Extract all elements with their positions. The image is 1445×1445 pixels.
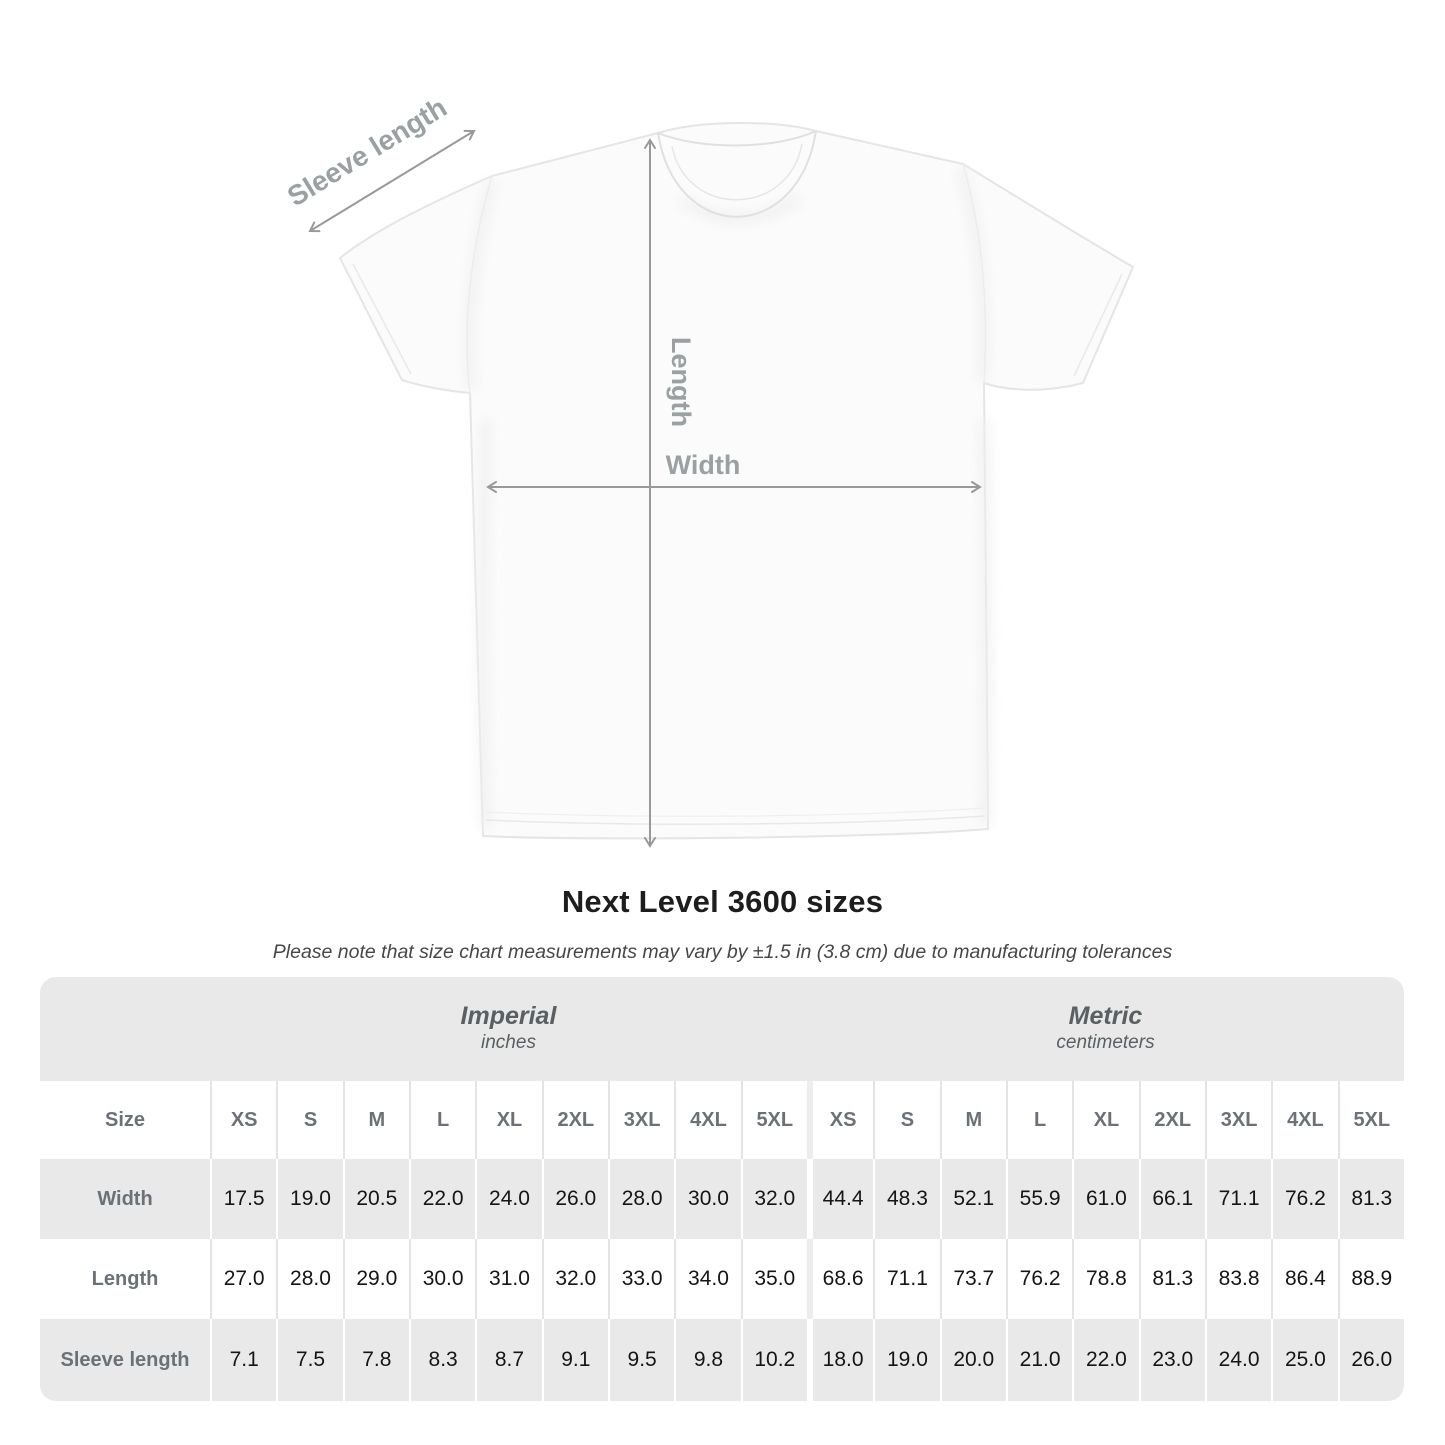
length-label: Length (666, 337, 696, 427)
col-imperial-m: M (343, 1081, 409, 1159)
col-metric-xl: XL (1072, 1081, 1138, 1159)
size-table-wrapper (40, 977, 1404, 1401)
metric-unit: centimeters (1056, 1032, 1155, 1054)
col-imperial-3xl: 3XL (608, 1081, 674, 1159)
col-metric-xs: XS (807, 1081, 873, 1159)
size-header: Size (40, 1081, 210, 1159)
imperial-group-header (210, 977, 807, 1081)
sleeve-length-row: Sleeve length 7.1 7.5 7.8 8.3 8.7 9.1 9.5 9.8 10.2 18.0 19.0 20.0 21.0 22.0 23.0 24.0 25.0 26.0 (40, 1319, 1404, 1401)
col-imperial-xs: XS (210, 1081, 276, 1159)
size-header-row (40, 1081, 1404, 1159)
col-imperial-5xl: 5XL (741, 1081, 807, 1159)
imperial-label: Imperial (460, 1002, 557, 1031)
width-row-label: Width (40, 1159, 210, 1239)
col-metric-2xl: 2XL (1139, 1081, 1205, 1159)
band-spacer (40, 977, 210, 1081)
col-metric-m: M (940, 1081, 1006, 1159)
width-row: Width 17.5 19.0 20.5 22.0 24.0 26.0 28.0 30.0 32.0 44.4 48.3 52.1 55.9 61.0 66.1 71.1 76.2 81.3 (40, 1159, 1404, 1239)
length-row-label: Length (40, 1239, 210, 1319)
col-imperial-2xl: 2XL (542, 1081, 608, 1159)
metric-group-header (807, 977, 1404, 1081)
imperial-unit: inches (481, 1032, 536, 1054)
col-metric-5xl: 5XL (1338, 1081, 1404, 1159)
col-imperial-xl: XL (475, 1081, 541, 1159)
unit-group-row (40, 977, 1404, 1081)
size-table (40, 977, 1404, 1401)
sleeve-length-label: Sleeve length (281, 91, 453, 213)
col-metric-3xl: 3XL (1205, 1081, 1271, 1159)
col-imperial-l: L (409, 1081, 475, 1159)
col-metric-l: L (1006, 1081, 1072, 1159)
tolerance-note: Please note that size chart measurements may vary by ±1.5 in (3.8 cm) due to manufacturing tolerances (272, 941, 1173, 963)
metric-label: Metric (1068, 1002, 1143, 1031)
width-label: Width (665, 450, 741, 480)
col-imperial-4xl: 4XL (674, 1081, 740, 1159)
length-row: Length 27.0 28.0 29.0 30.0 31.0 32.0 33.0 34.0 35.0 68.6 71.1 73.7 76.2 78.8 81.3 83.8 86.4 88.9 (40, 1239, 1404, 1319)
page-title: Next Level 3600 sizes (561, 884, 884, 919)
col-metric-4xl: 4XL (1271, 1081, 1337, 1159)
col-imperial-s: S (276, 1081, 342, 1159)
col-metric-s: S (873, 1081, 939, 1159)
sleeve-row-label: Sleeve length (40, 1319, 210, 1401)
tshirt-illustration (340, 123, 1133, 838)
